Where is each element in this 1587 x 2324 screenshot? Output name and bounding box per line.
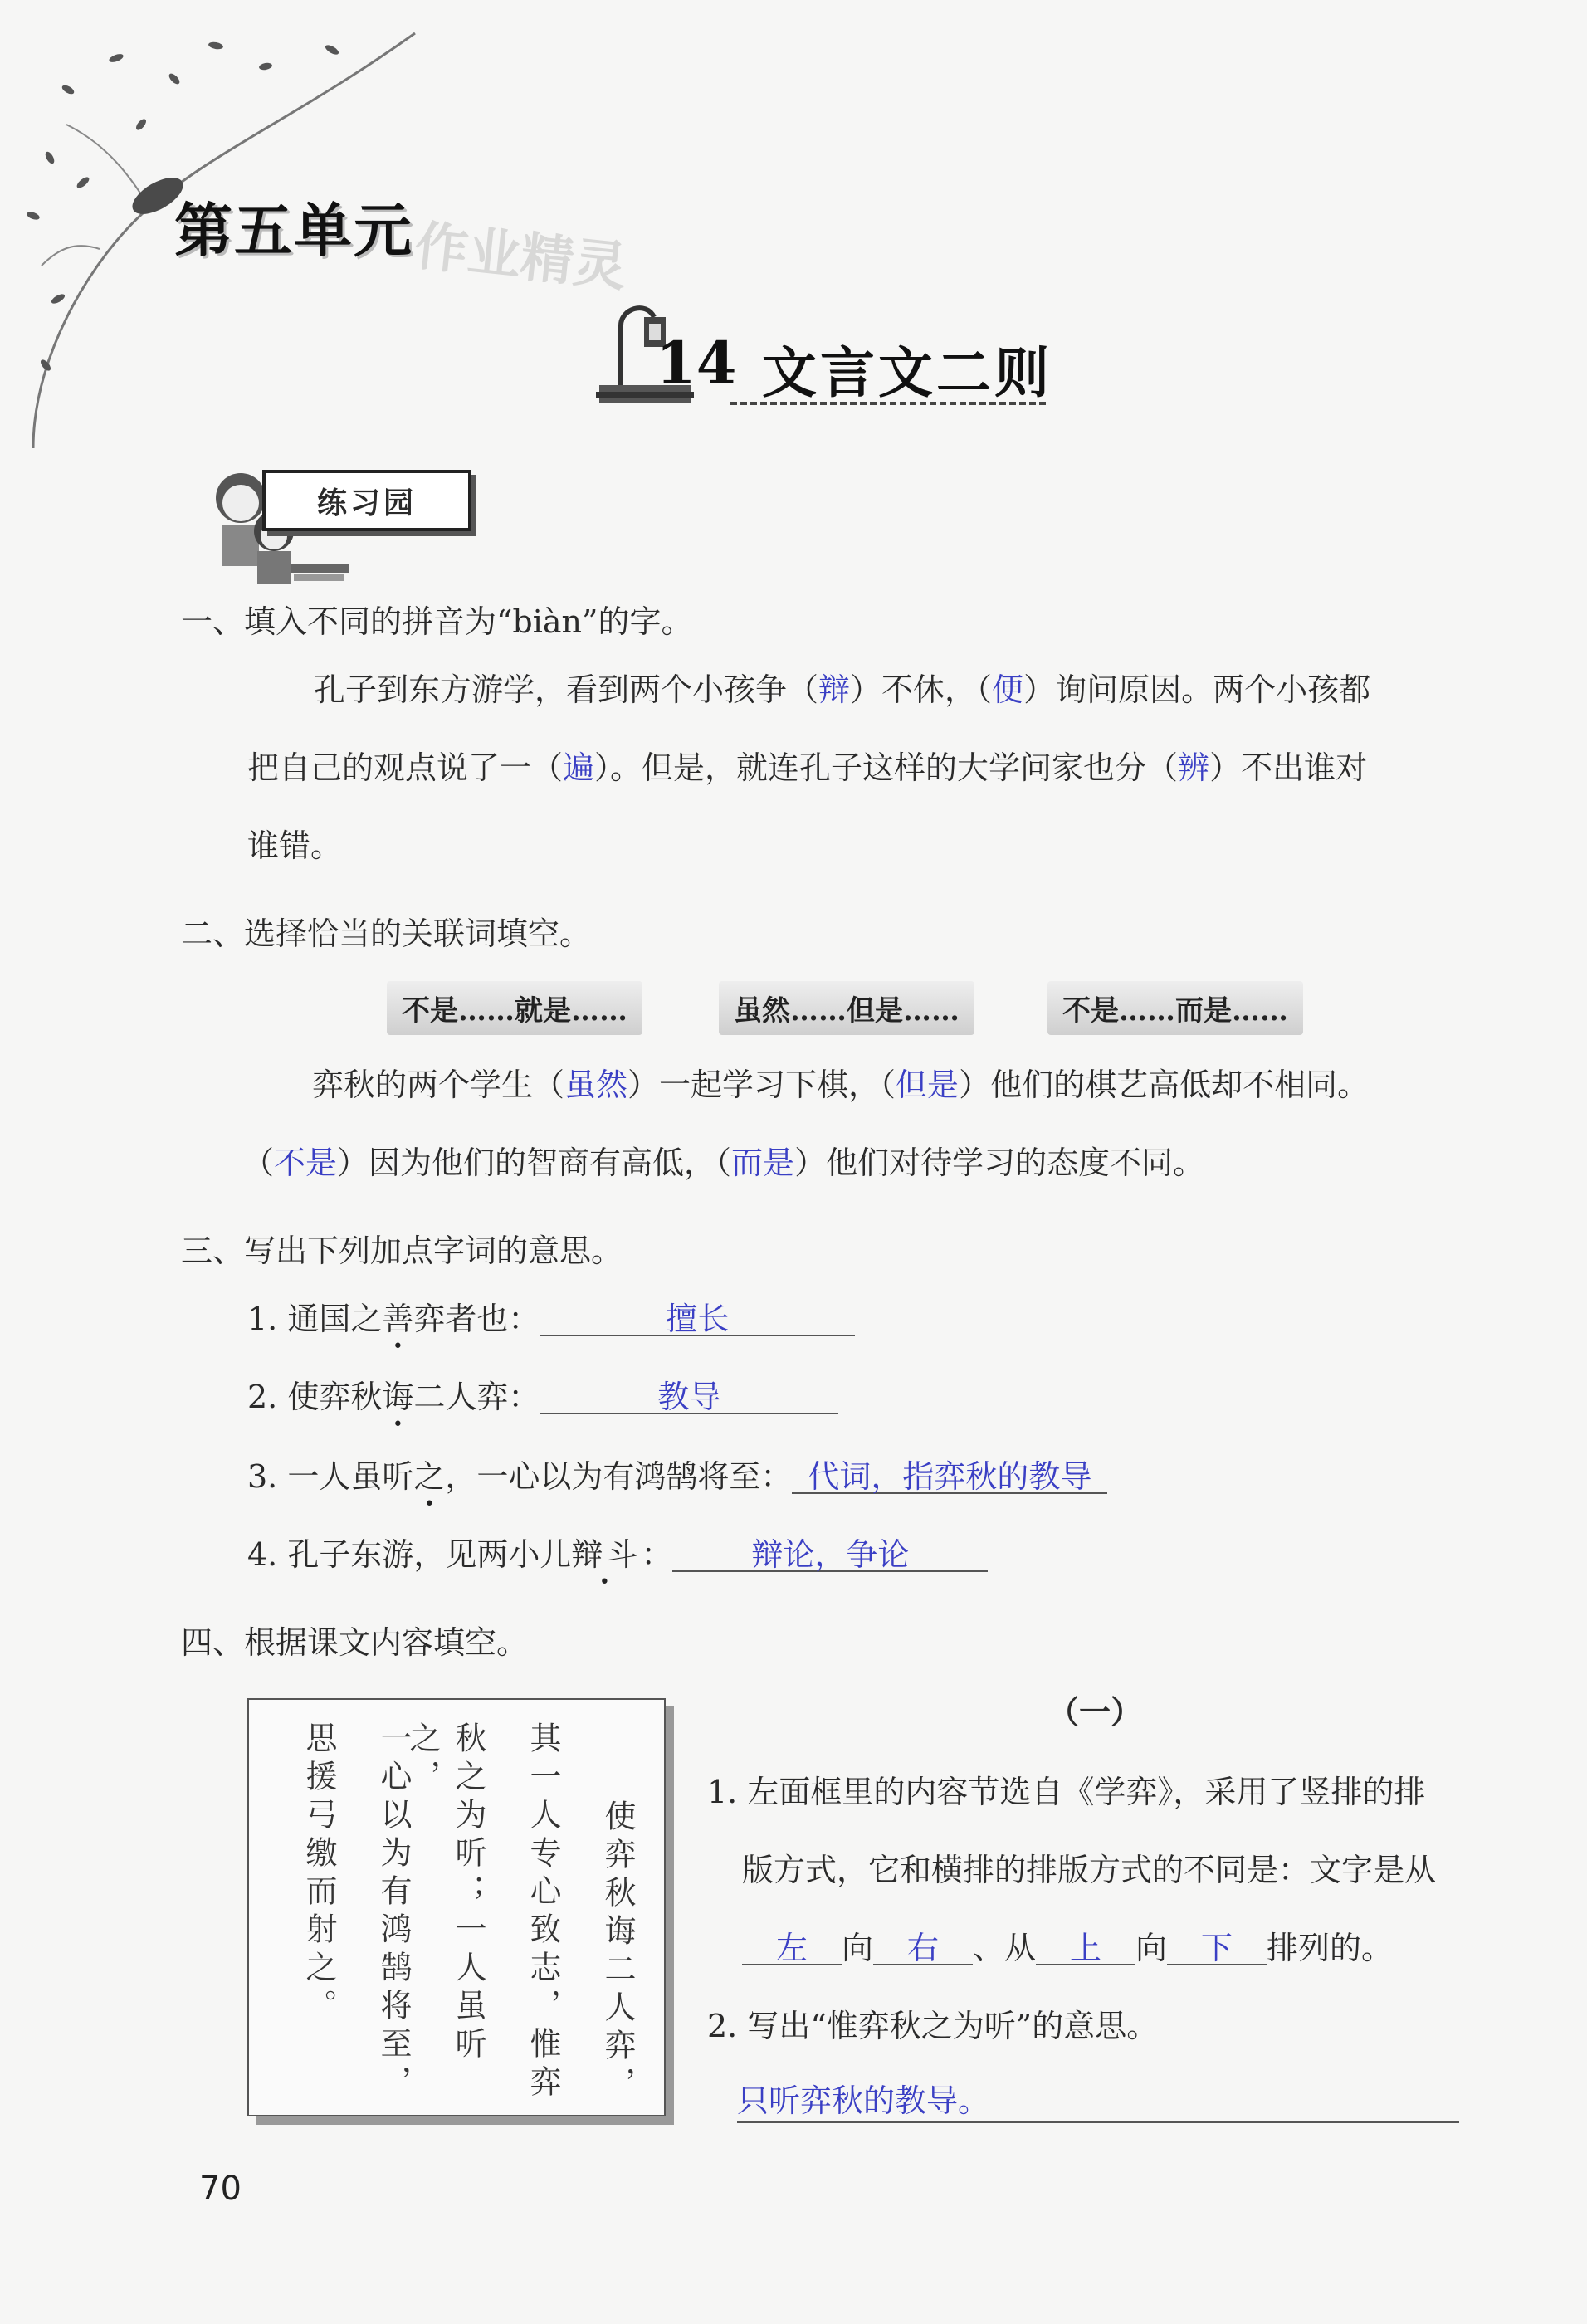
lesson-title: 文言文二则: [762, 340, 1052, 405]
dotted-word: 诲: [382, 1379, 414, 1415]
q2-answer-1: 虽然: [564, 1067, 628, 1103]
q3-answer-2: 教导: [540, 1381, 838, 1414]
vertical-column-3: 秋之为听；一人虽听之，: [404, 1721, 486, 2065]
q3-text: ：: [641, 1536, 673, 1573]
q3-text: 1. 通国之: [247, 1301, 383, 1337]
q2-answer-3: 不是: [274, 1145, 338, 1181]
dotted-word: 辩斗: [571, 1536, 642, 1573]
q4-blank-3: 上: [1036, 1932, 1135, 1965]
q4-text: 排列的。: [1267, 1930, 1394, 1966]
vertical-column-2: 其一人专心致志，惟弈: [525, 1721, 561, 2103]
q3-answer-3: 代词，指弈秋的教导: [792, 1461, 1107, 1494]
q4-text: 、从: [973, 1930, 1037, 1966]
unit-title: 第五单元: [174, 197, 413, 265]
q2-answer-2: 但是: [896, 1067, 960, 1103]
q3-text: 二人弈：: [413, 1379, 540, 1415]
watermark: 作业精灵: [412, 215, 630, 300]
q4-blank-4: 下: [1167, 1932, 1267, 1965]
q4-text: 向: [1135, 1930, 1168, 1966]
vertical-column-5: 思援弓缴而射之。: [300, 1721, 337, 2027]
q2-text: ）他们对待学习的态度不同。: [794, 1145, 1205, 1181]
q1-line1: [314, 671, 1371, 708]
q3-text: ，一心以为有鸿鹄将至：: [445, 1458, 793, 1495]
q4-item2: 2. 写出“惟弈秋之为听”的意思。: [707, 2008, 1159, 2044]
q3-item-1: [247, 1303, 855, 1336]
q2-line1: [312, 1069, 1369, 1101]
q1-text: 孔子到东方游学，看到两个小孩争（: [314, 671, 819, 708]
q2-text: ）一起学习下棋，（: [627, 1067, 896, 1103]
q3-text: 2. 使弈秋: [247, 1379, 383, 1415]
q4-text: 向: [842, 1930, 874, 1966]
q3-item-3: [247, 1458, 1107, 1495]
vertical-column-4: 一心以为有鸿鹄将至，: [375, 1721, 412, 2103]
q2-option-1: 不是……就是……: [387, 981, 642, 1035]
q4-item2-answer-line: [737, 2082, 1459, 2123]
q1-line2: [247, 749, 1368, 786]
q2-line2: [242, 1147, 1204, 1179]
dotted-word: 善: [382, 1301, 414, 1337]
q2-text: ）因为他们的智商有高低，（: [337, 1145, 732, 1181]
q3-item-4: [247, 1536, 988, 1573]
vertical-column-1: 使弈秋诲二人弈，: [599, 1799, 636, 2105]
q4-title: 四、根据课文内容填空。: [181, 1624, 529, 1661]
dotted-word: 之: [413, 1458, 446, 1495]
q3-text: 弈者也：: [413, 1301, 540, 1337]
q3-item-2: [247, 1381, 838, 1414]
q4-blank-1: 左: [742, 1932, 842, 1965]
q4-subtitle: （一）: [1047, 1693, 1143, 1731]
q2-option-2: 虽然……但是……: [719, 981, 974, 1035]
q4-blank-2: 右: [873, 1932, 973, 1965]
q2-text: ）他们的棋艺高低却不相同。: [959, 1067, 1370, 1103]
q2-text: （: [242, 1145, 275, 1181]
q1-text: ）不出谁对: [1209, 749, 1368, 786]
q1-answer-4: 辨: [1178, 749, 1210, 786]
q3-answer-4: 辩论，争论: [672, 1539, 988, 1572]
q4-item2-answer: 只听弈秋的教导。: [737, 2082, 990, 2119]
lesson-title-underline: [730, 402, 1046, 405]
q2-option-3: 不是……而是……: [1047, 981, 1303, 1035]
q2-title: 二、选择恰当的关联词填空。: [181, 915, 592, 952]
q1-answer-3: 遍: [563, 749, 595, 786]
q4-item1-line2: 版方式，它和横排的排版方式的不同是：文字是从: [742, 1852, 1437, 1888]
q1-text: ）不休，（: [850, 671, 993, 708]
q3-text: 4. 孔子东游，见两小儿: [247, 1536, 572, 1573]
page-number: 70: [199, 2170, 242, 2208]
q1-text: 把自己的观点说了一（: [247, 749, 564, 786]
q1-title: 一、填入不同的拼音为“biàn”的字。: [181, 603, 693, 640]
q2-answer-4: 而是: [731, 1145, 795, 1181]
q3-title: 三、写出下列加点字词的意思。: [181, 1233, 623, 1269]
section-badge: 练习园: [262, 470, 471, 531]
vertical-text-box: [247, 1698, 666, 2116]
lesson-number: 14: [656, 329, 737, 398]
q1-line3: 谁错。: [247, 828, 343, 864]
q4-item1-line3: [742, 1932, 1393, 1965]
q1-text: ）询问原因。两个小孩都: [1023, 671, 1371, 708]
q2-text: 弈秋的两个学生（: [312, 1067, 565, 1103]
q1-answer-2: 便: [992, 671, 1024, 708]
q3-answer-1: 擅长: [540, 1303, 855, 1336]
q3-text: 3. 一人虽听: [247, 1458, 414, 1495]
q4-item1-line1: 1. 左面框里的内容节选自《学弈》，采用了竖排的排: [707, 1774, 1426, 1810]
q1-answer-1: 辩: [818, 671, 851, 708]
q1-text: ）。但是，就连孔子这样的大学问家也分（: [594, 749, 1179, 786]
